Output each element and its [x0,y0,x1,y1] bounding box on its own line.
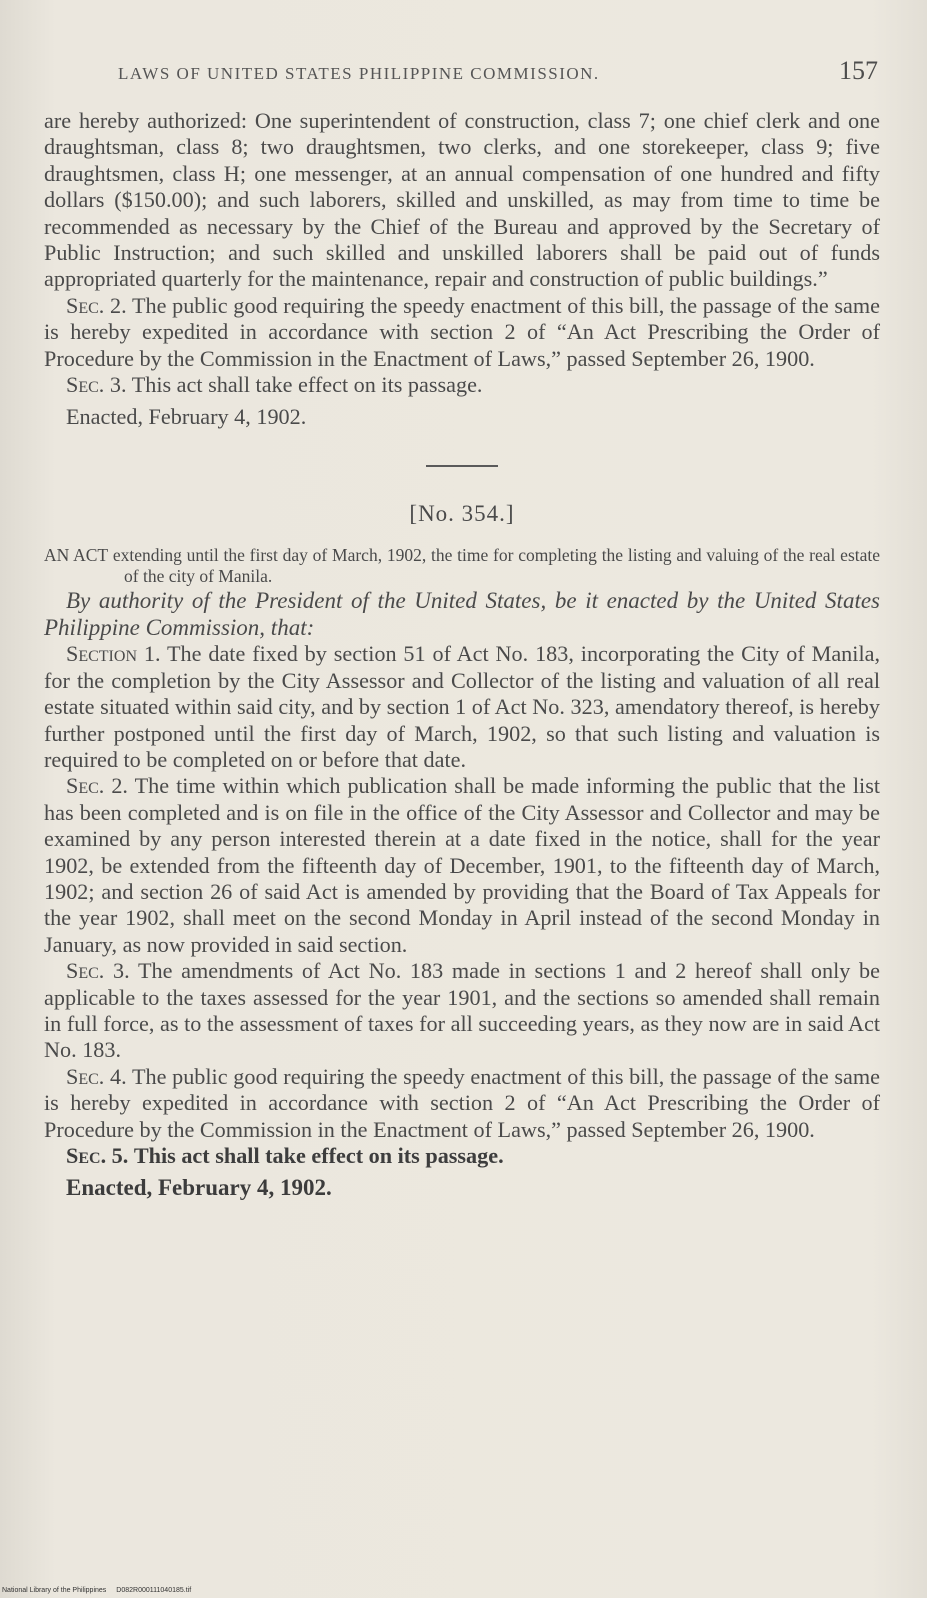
prev-act-enacted: Enacted, February 4, 1902. [66,404,307,430]
section-label: Section 1. [66,641,161,667]
section-text: The date fixed by section 51 of Act No. 183, incorporating the City of Manila, for the completion by the City Assessor and Collector of the listing and valuation of all real estate situated within said city, and by section 1 of Act No. 323, amendatory thereof, is hereby further postponed until the first day of March, 1902, so that such listing and valuation is required to be completed on or before that date. [44,641,880,772]
page-body [44,108,880,1202]
act-title-text: extending until the first day of March, 1902, the time for completing the listing and valuing of the real estate of the city of Manila. [112,545,881,587]
act-section-5 [44,1143,880,1169]
section-text: This act shall take effect on its passage. [133,1143,504,1168]
section-label: Sec. 2. [66,292,127,318]
footer-library: National Library of the Philippines [2,1587,107,1594]
act-section-3 [44,958,880,1064]
running-head [118,56,878,86]
section-text: The amendments of Act No. 183 made in sections 1 and 2 hereof shall only be applicable to the taxes assessed for the year 1901, and the sections so amended shall remain in full force, as to the assessment of taxes for all succeeding years, as they now are in said Act No. 183. [44,958,880,1063]
section-text: The public good requiring the speedy enactment of this bill, the passage of the same is hereby expedited in accordance with section 2 of “An Act Prescribing the Order of Procedure by the Commission in the Enactment of Laws,” passed September 26, 1900. [44,1063,880,1142]
act-section-4 [44,1064,880,1143]
prev-act-section-3 [44,372,880,398]
section-label: Sec. 4. [66,1063,127,1089]
prev-act-section-2 [44,293,880,372]
act-number: [No. 354.] [409,500,515,526]
section-text: This act shall take effect on its passage. [131,372,483,398]
enacting-clause: By authority of the President of the United States, be it enacted by the United States Philippine Commission, that: [44,588,880,641]
section-label: Sec. 3. [66,372,127,398]
section-label: Sec. 5. [66,1143,129,1168]
section-label: Sec. 3. [66,958,130,984]
section-divider [426,465,498,467]
page-number: 157 [839,56,878,85]
act-enacted: Enacted, February 4, 1902. [66,1175,332,1201]
act-title [44,545,880,587]
scan-footer [2,1587,191,1594]
act-title-lead: AN ACT [44,545,109,566]
running-title: LAWS OF UNITED STATES PHILIPPINE COMMISSION. [118,64,600,83]
section-text: The time within which publication shall be made informing the public that the list has been completed and is on file in the office of the City Assessor and Collector and may be examined by any person interested therein at a date fixed in the notice, shall for the year 1902, be extended from the fifteenth day of December, 1901, to the fifteenth day of March, 1902; and section 26 of said Act is amended by providing that the Board of Tax Appeals for the year 1902, shall meet on the second Monday in April instead of the second Monday in January, as now provided in said section. [44,773,880,957]
section-label: Sec. 2. [66,773,128,799]
act-section-1 [44,641,880,773]
section-text: The public good requiring the speedy enactment of this bill, the passage of the same is hereby expedited in accordance with section 2 of “An Act Prescribing the Order of Procedure by the Commission in the Enactment of Laws,” passed September 26, 1900. [44,292,880,371]
prev-act-paragraph: are hereby authorized: One superintendent of construction, class 7; one chief clerk and one draughtsman, class 8; two draughtsmen, two clerks, and one storekeeper, class 9; five draughtsmen, class H; one messenger, at an annual compensation of one hundred and fifty dollars ($150.00); and such laborers, skilled and unskilled, as may from time to time be recommended as necessary by the Chief of the Bureau and approved by the Secretary of Public Instruction; and such skilled and unskilled laborers shall be paid out of funds appropriated quarterly for the maintenance, repair and construction of public buildings.” [44,108,880,292]
footer-code: D082R000111040185.tif [116,1587,192,1594]
act-section-2 [44,773,880,958]
